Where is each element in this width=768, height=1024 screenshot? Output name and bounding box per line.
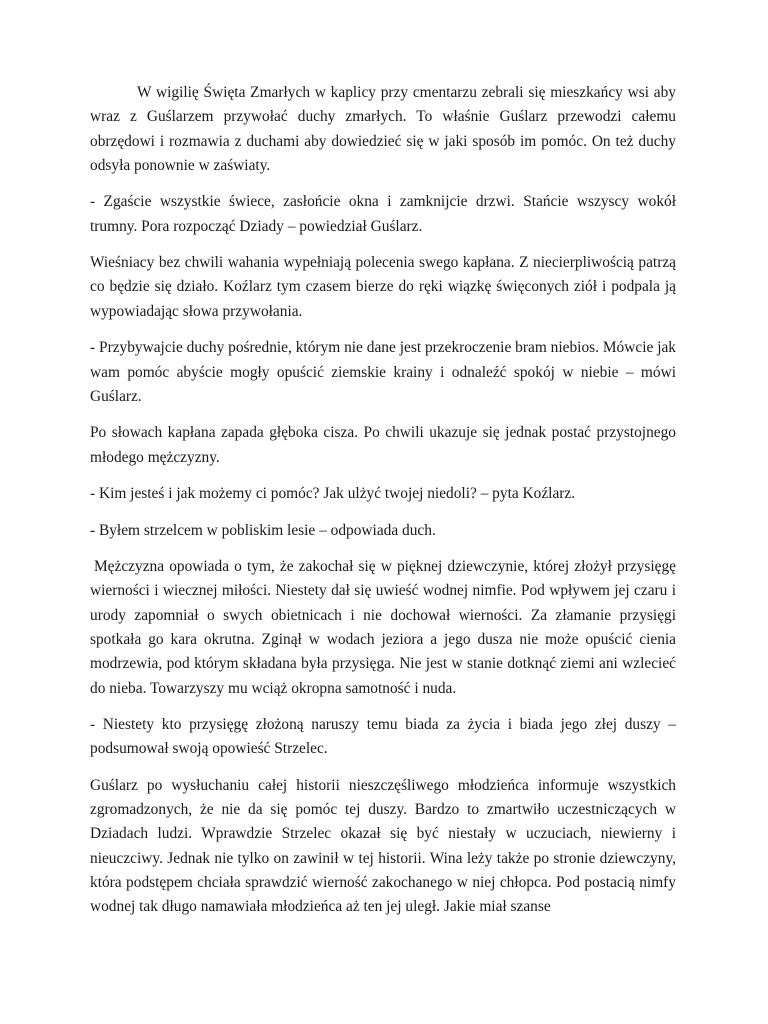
paragraph-verdict: Guślarz po wysłuchaniu całej historii nieszczęśliwego młodzieńca informuje wszystkich zgromadzonych, że nie da się pomóc tej duszy. Bardzo to zmartwiło uczestniczących w Dziadach ludzi. Wprawdzie Strzelec okazał się być niestały w uczuciach, niewierny i nieuczciwy. Jednak nie tylko on zawinił w tej historii. Wina leży także po stronie dziewczyny, która podstępem chciała sprawdzić wierność zakochanego w niej chłopca. Pod postacią nimfy wodnej tak długo namawiała młodzieńca aż ten jej uległ. Jakie miał szanse <box>90 776 676 916</box>
paragraph-story: Mężczyzna opowiada o tym, że zakochał się w pięknej dziewczynie, której złożył przysięgę wierności i wiecznej miłości. Niestety dał się uwieść wodnej nimfie. Pod wpływem jej czaru i urody zapomniał o swych obietnicach i nie dochował wierności. Za złamanie przysięgi spotkała go kara okrutna. Zginął w wodach jeziora a jego dusza nie może opuścić cienia modrzewia, pod którym składana była przysięga. Nie jest w stanie dotknąć ziemi ani wzlecieć do nieba. Towarzyszy mu wciąż okropna samotność i nuda. <box>90 558 676 697</box>
paragraph-villagers: Wieśniacy bez chwili wahania wypełniają polecenia swego kapłana. Z niecierpliwością patrzą co będzie się działo. Koźlarz tym czasem bierze do ręki wiązkę święconych ziół i podpala ją wypowiadając słowa przywołania. <box>90 254 676 320</box>
document-body <box>90 81 676 932</box>
paragraph-silence: Po słowach kapłana zapada głęboka cisza. Po chwili ukazuje się jednak postać przystojnego młodego mężczyzny. <box>90 424 676 466</box>
paragraph-guslarz-command: - Zgaście wszystkie świece, zasłońcie okna i zamknijcie drzwi. Stańcie wszyscy wokół trumny. Pora rozpocząć Dziady – powiedział Guślarz. <box>90 193 676 235</box>
paragraph-intro: W wigilię Święta Zmarłych w kaplicy przy cmentarzu zebrali się mieszkańcy wsi aby wraz z Guślarzem przywołać duchy zmarłych. To właśnie Guślarz przewodzi całemu obrzędowi i rozmawia z duchami aby dowiedzieć się w jaki sposób im pomóc. On też duchy odsyła ponownie w zaświaty. <box>90 84 676 174</box>
paragraph-summary: - Niestety kto przysięgę złożoną naruszy temu biada za życia i biada jego złej duszy – podsumował swoją opowieść Strzelec. <box>90 716 676 758</box>
paragraph-invocation: - Przybywajcie duchy pośrednie, którym nie dane jest przekroczenie bram niebios. Mówcie jak wam pomóc abyście mogły opuścić ziemskie krainy i odnaleźć spokój w niebie – mówi Guślarz. <box>90 339 676 405</box>
paragraph-ghost-answer: - Byłem strzelcem w pobliskim lesie – odpowiada duch. <box>90 521 436 539</box>
paragraph-question: - Kim jesteś i jak możemy ci pomóc? Jak ulżyć twojej niedoli? – pyta Koźlarz. <box>90 485 576 503</box>
